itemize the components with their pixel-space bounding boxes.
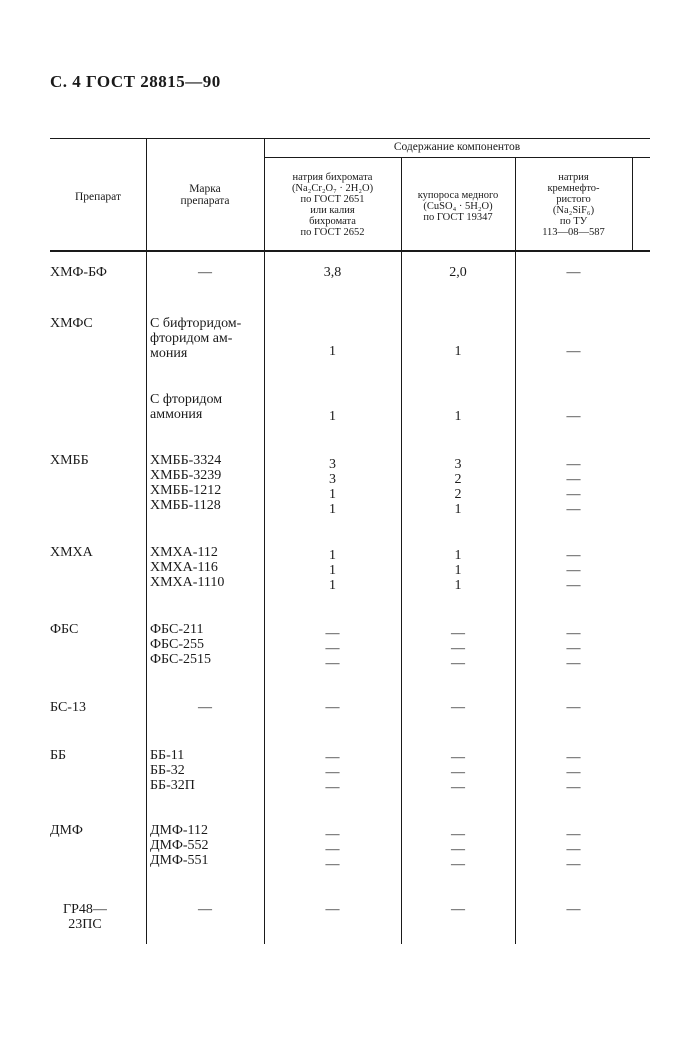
- table-top-rule: [50, 138, 650, 139]
- cell-dich: [264, 457, 401, 517]
- cell-fluoro: [515, 548, 632, 593]
- cell-brand: [150, 392, 262, 422]
- cell-line: 2,0: [449, 265, 467, 280]
- header-line: (Na₂Cr₂O₇ · 2H₂O): [291, 183, 374, 194]
- cell-line: ХМББ-1128: [150, 498, 221, 513]
- cell-prep: [50, 545, 146, 560]
- cell-line: —: [566, 409, 581, 424]
- cell-line: ХМХА: [50, 545, 93, 560]
- header-line: или калия: [310, 205, 355, 216]
- cell-brand: [150, 823, 262, 868]
- cell-line: —: [566, 563, 581, 578]
- cell-prep: [50, 700, 146, 715]
- cell-line: —: [566, 265, 581, 280]
- cell-copper: [401, 265, 515, 280]
- cell-line: —: [566, 842, 581, 857]
- cell-line: ББ: [50, 748, 67, 763]
- cell-prep: [50, 453, 146, 468]
- cell-line: 3: [329, 472, 336, 487]
- cell-copper: [401, 344, 515, 359]
- cell-line: ХМББ-3239: [150, 468, 222, 483]
- cell-line: —: [451, 902, 465, 917]
- cell-line: ХМББ-3324: [150, 453, 222, 468]
- cell-line: ФБС: [50, 622, 79, 637]
- cell-line: —: [451, 857, 465, 872]
- header-bottom-rule: [50, 250, 650, 252]
- header-line: по ТУ: [559, 216, 588, 227]
- header-line: 113—08—587: [542, 227, 605, 238]
- cell-brand: [150, 622, 262, 667]
- header-line: Марка: [189, 183, 221, 195]
- cell-line: —: [566, 750, 581, 765]
- cell-line: —: [566, 902, 581, 917]
- cell-prep: [50, 316, 146, 331]
- cell-brand: [146, 902, 264, 917]
- cell-line: ХМББ: [50, 453, 89, 468]
- cell-line: —: [198, 902, 212, 917]
- header-line: натрия: [558, 172, 589, 183]
- cell-line: —: [566, 626, 581, 641]
- header-line: кремнефто-: [547, 183, 600, 194]
- cell-dich: [264, 750, 401, 795]
- cell-fluoro: [515, 750, 632, 795]
- cell-line: —: [566, 700, 581, 715]
- col-header-copper-sulfate: [401, 190, 515, 223]
- cell-fluoro: [515, 344, 632, 359]
- cell-line: 3,8: [323, 265, 342, 280]
- cell-line: —: [566, 656, 581, 671]
- cell-line: 1: [454, 578, 462, 593]
- cell-fluoro: [515, 457, 632, 517]
- cell-dich: [264, 265, 401, 280]
- cell-line: 1: [454, 502, 462, 517]
- cell-dich: [264, 409, 401, 424]
- cell-line: —: [451, 750, 465, 765]
- cell-prep: [50, 902, 120, 932]
- cell-line: —: [451, 641, 465, 656]
- cell-prep: [50, 748, 146, 763]
- cell-line: ДМФ-112: [150, 823, 209, 838]
- cell-line: ФБС-2515: [150, 652, 212, 667]
- cell-fluoro: [515, 265, 632, 280]
- cell-line: 3: [329, 457, 336, 472]
- cell-copper: [401, 902, 515, 917]
- cell-copper: [401, 457, 515, 517]
- cell-line: ХМББ-1212: [150, 483, 222, 498]
- cell-line: 1: [454, 563, 462, 578]
- cell-line: 1: [329, 344, 336, 359]
- header-line: по ГОСТ 2651: [300, 194, 365, 205]
- cell-dich: [264, 626, 401, 671]
- header-line: по ГОСТ 19347: [423, 212, 493, 223]
- cell-line: ХМХА-1110: [150, 575, 225, 590]
- cell-line: ФБС-255: [150, 637, 205, 652]
- cell-copper: [401, 827, 515, 872]
- cell-line: —: [451, 842, 465, 857]
- cell-line: 1: [329, 409, 336, 424]
- group-header-rule: [264, 157, 650, 158]
- cell-line: 1: [454, 344, 462, 359]
- cell-line: ХМХА-112: [150, 545, 218, 560]
- cell-prep: [50, 622, 146, 637]
- cell-line: —: [566, 780, 581, 795]
- header-line: купороса медного: [417, 190, 499, 201]
- cell-dich: [264, 344, 401, 359]
- cell-line: 2: [454, 487, 462, 502]
- cell-line: —: [325, 857, 340, 872]
- cell-copper: [401, 626, 515, 671]
- cell-line: ХМХА-116: [150, 560, 218, 575]
- header-line: (CuSO₄ · 5H₂O): [423, 201, 493, 212]
- header-line: натрия бихромата: [292, 172, 373, 183]
- cell-line: —: [566, 827, 581, 842]
- cell-line: аммония: [150, 407, 203, 422]
- cell-line: —: [325, 700, 340, 715]
- col-divider-1: [146, 139, 147, 944]
- cell-line: ГР48—: [63, 902, 107, 917]
- col-header-dichromate: [264, 172, 401, 238]
- group-header: Содержание компонентов: [393, 141, 521, 153]
- cell-line: 1: [329, 487, 336, 502]
- cell-line: 1: [454, 409, 462, 424]
- cell-dich: [264, 827, 401, 872]
- header-line: по ГОСТ 2652: [300, 227, 365, 238]
- cell-fluoro: [515, 902, 632, 917]
- cell-prep: [50, 823, 146, 838]
- cell-line: —: [325, 656, 340, 671]
- cell-line: ДМФ-552: [150, 838, 209, 853]
- cell-line: ХМФ-БФ: [50, 265, 107, 280]
- page-header: С. 4 ГОСТ 28815—90: [50, 72, 221, 91]
- cell-line: 2: [454, 472, 462, 487]
- cell-line: —: [325, 641, 340, 656]
- cell-line: фторидом ам-: [150, 331, 233, 346]
- cell-line: ББ-32: [150, 763, 185, 778]
- cell-copper: [401, 700, 515, 715]
- cell-line: —: [325, 902, 340, 917]
- cell-line: —: [451, 827, 465, 842]
- cell-brand: [150, 453, 262, 513]
- cell-brand: [150, 545, 262, 590]
- cell-line: —: [566, 857, 581, 872]
- cell-line: —: [198, 265, 212, 280]
- cell-line: 1: [454, 548, 462, 563]
- cell-line: С фторидом: [150, 392, 223, 407]
- cell-fluoro: [515, 827, 632, 872]
- cell-line: 1: [329, 578, 336, 593]
- header-line: бихромата: [309, 216, 356, 227]
- cell-line: —: [325, 780, 340, 795]
- cell-line: —: [451, 626, 465, 641]
- col-divider-5: [632, 158, 633, 252]
- cell-line: ББ-11: [150, 748, 185, 763]
- cell-copper: [401, 750, 515, 795]
- cell-brand: [150, 748, 262, 793]
- cell-line: —: [451, 765, 465, 780]
- cell-line: —: [566, 472, 581, 487]
- cell-line: ФБС-211: [150, 622, 204, 637]
- cell-dich: [264, 700, 401, 715]
- cell-copper: [401, 548, 515, 593]
- cell-line: БС-13: [50, 700, 86, 715]
- cell-line: 1: [329, 502, 336, 517]
- cell-line: —: [325, 626, 340, 641]
- cell-line: —: [325, 750, 340, 765]
- cell-line: —: [566, 487, 581, 502]
- col-header-brand: [146, 183, 264, 207]
- cell-prep: [50, 265, 146, 280]
- header-line: ристого: [556, 194, 591, 205]
- col-divider-2: [264, 139, 265, 944]
- cell-line: ДМФ: [50, 823, 83, 838]
- cell-brand: [150, 316, 262, 361]
- cell-line: 1: [329, 563, 336, 578]
- cell-line: мония: [150, 346, 188, 361]
- cell-line: —: [566, 578, 581, 593]
- cell-dich: [264, 548, 401, 593]
- cell-line: —: [566, 502, 581, 517]
- cell-brand: [146, 700, 264, 715]
- header-line: (Na₂SiF₆): [552, 205, 595, 216]
- cell-line: —: [198, 700, 212, 715]
- cell-fluoro: [515, 700, 632, 715]
- cell-line: С бифторидом-: [150, 316, 242, 331]
- cell-dich: [264, 902, 401, 917]
- cell-line: 3: [454, 457, 462, 472]
- col-header-preparation: Препарат: [75, 191, 121, 203]
- cell-fluoro: [515, 626, 632, 671]
- cell-fluoro: [515, 409, 632, 424]
- cell-line: —: [566, 641, 581, 656]
- cell-brand: [146, 265, 264, 280]
- cell-line: —: [566, 765, 581, 780]
- cell-line: 23ПС: [68, 917, 102, 932]
- cell-line: —: [566, 548, 581, 563]
- cell-line: —: [451, 780, 465, 795]
- cell-line: ХМФС: [50, 316, 93, 331]
- cell-line: —: [451, 656, 465, 671]
- cell-line: ББ-32П: [150, 778, 195, 793]
- cell-line: —: [325, 827, 340, 842]
- header-line: препарата: [180, 195, 230, 207]
- cell-copper: [401, 409, 515, 424]
- cell-line: —: [451, 700, 465, 715]
- cell-line: —: [325, 842, 340, 857]
- cell-line: —: [325, 765, 340, 780]
- cell-line: —: [566, 344, 581, 359]
- cell-line: ДМФ-551: [150, 853, 209, 868]
- cell-line: 1: [329, 548, 336, 563]
- col-header-sodium-fluorosilicate: [515, 172, 632, 238]
- cell-line: —: [566, 457, 581, 472]
